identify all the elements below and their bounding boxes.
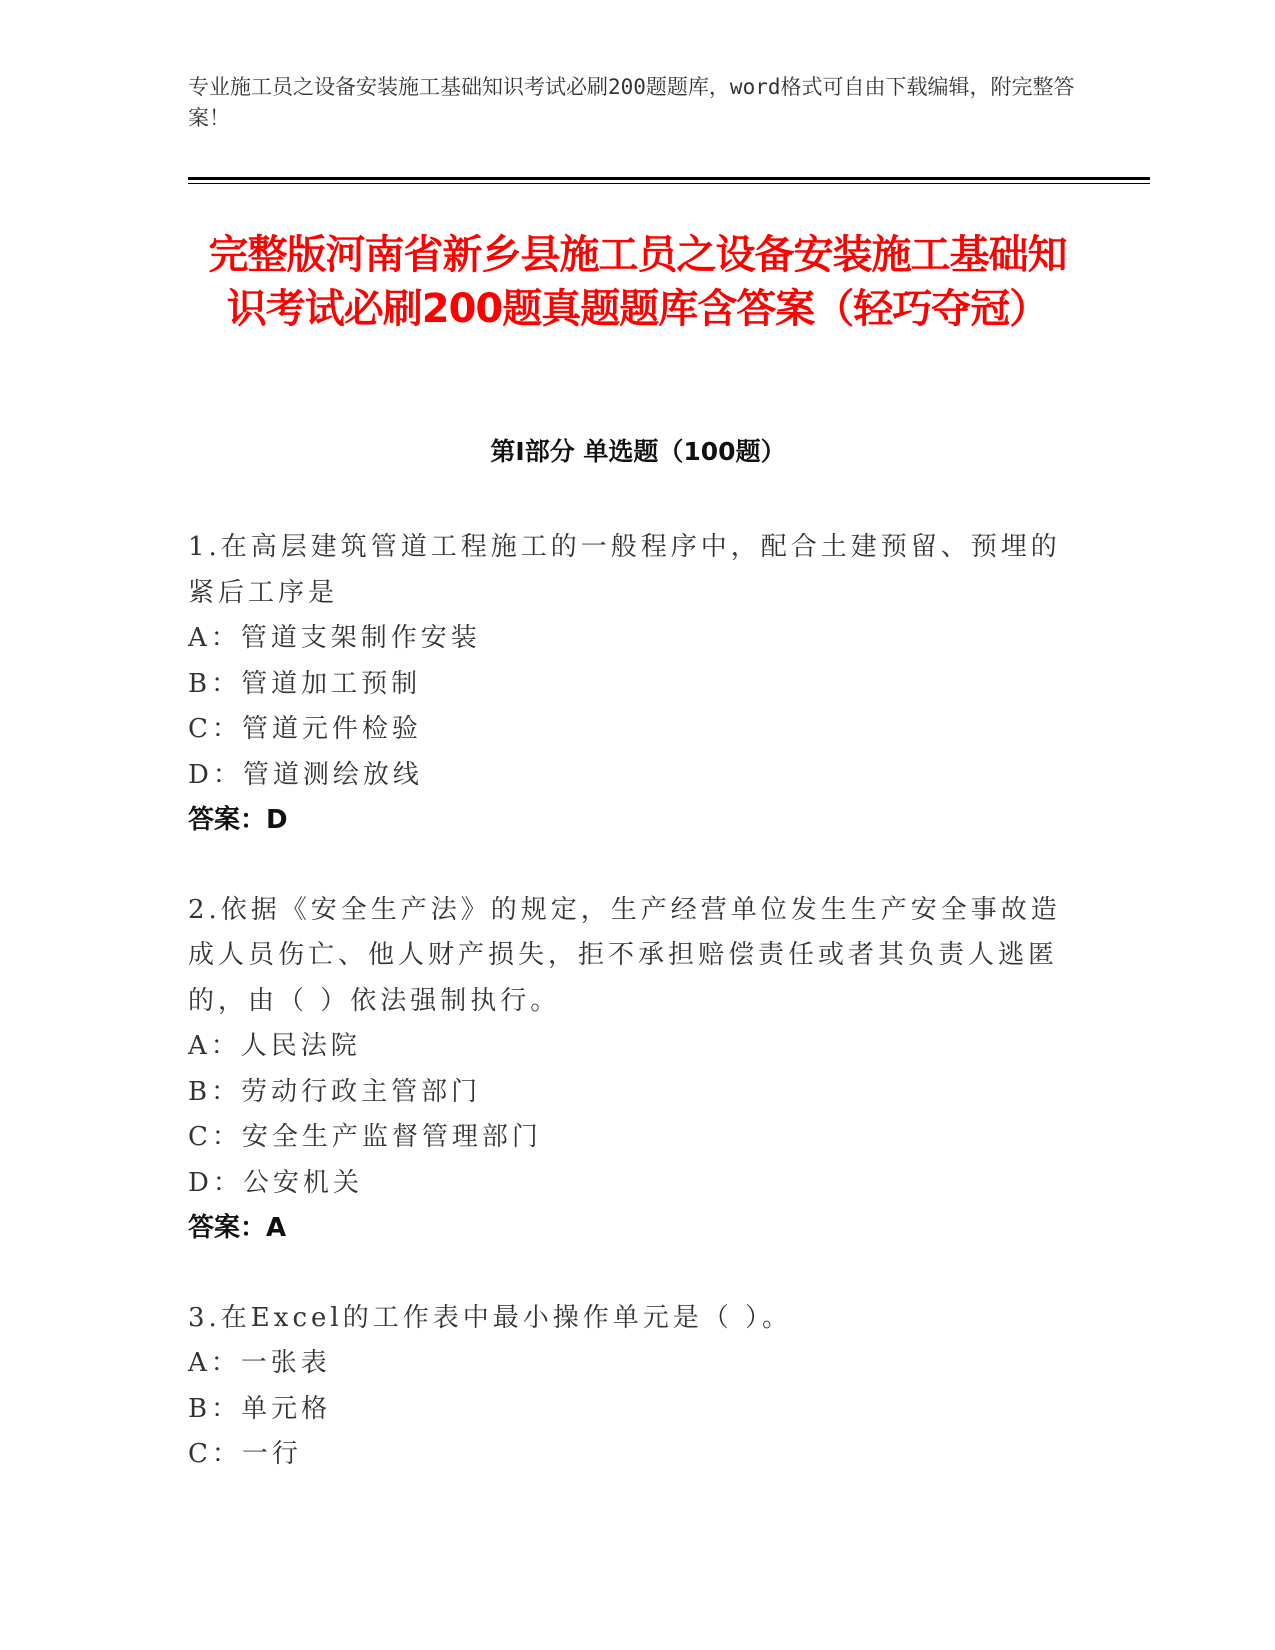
header-divider-thick <box>188 177 1150 180</box>
header-divider-thin <box>188 183 1150 184</box>
question-3 <box>188 1296 1068 1478</box>
option-b: B：管道加工预制 <box>188 668 422 699</box>
question-1 <box>188 525 1068 844</box>
header-note: 专业施工员之设备安装施工基础知识考试必刷200题题库，word格式可自由下载编辑，附完整答案！ <box>188 75 1075 130</box>
question-stem: 2.依据《安全生产法》的规定，生产经营单位发生生产安全事故造成人员伤亡、他人财产损失，拒不承担赔偿责任或者其负责人逃匿的，由（ ）依法强制执行。 <box>188 894 1061 1016</box>
option-a: A：一张表 <box>188 1348 331 1378</box>
question-stem: 1.在高层建筑管道工程施工的一般程序中，配合土建预留、预埋的紧后工序是 <box>188 532 1061 608</box>
option-a: A：管道支架制作安装 <box>188 623 481 653</box>
option-b: B：劳动行政主管部门 <box>188 1076 482 1107</box>
answer-label: 答案：D <box>188 805 288 835</box>
answer-label: 答案：A <box>188 1213 287 1243</box>
option-c: C：安全生产监督管理部门 <box>188 1122 542 1152</box>
question-list <box>188 525 1068 1522</box>
option-d: D：管道测绘放线 <box>188 759 423 790</box>
question-stem: 3.在Excel的工作表中最小操作单元是（ ）。 <box>188 1302 792 1333</box>
option-c: C：管道元件检验 <box>188 714 422 744</box>
option-d: D：公安机关 <box>188 1167 363 1198</box>
option-a: A：人民法院 <box>188 1031 361 1061</box>
option-b: B：单元格 <box>188 1393 332 1424</box>
document-title: 完整版河南省新乡县施工员之设备安装施工基础知识考试必刷200题真题题库含答案（轻巧夺冠） <box>208 232 1067 332</box>
question-2 <box>188 888 1068 1252</box>
section-title: 第I部分 单选题（100题） <box>490 437 786 466</box>
option-c: C：一行 <box>188 1439 302 1469</box>
